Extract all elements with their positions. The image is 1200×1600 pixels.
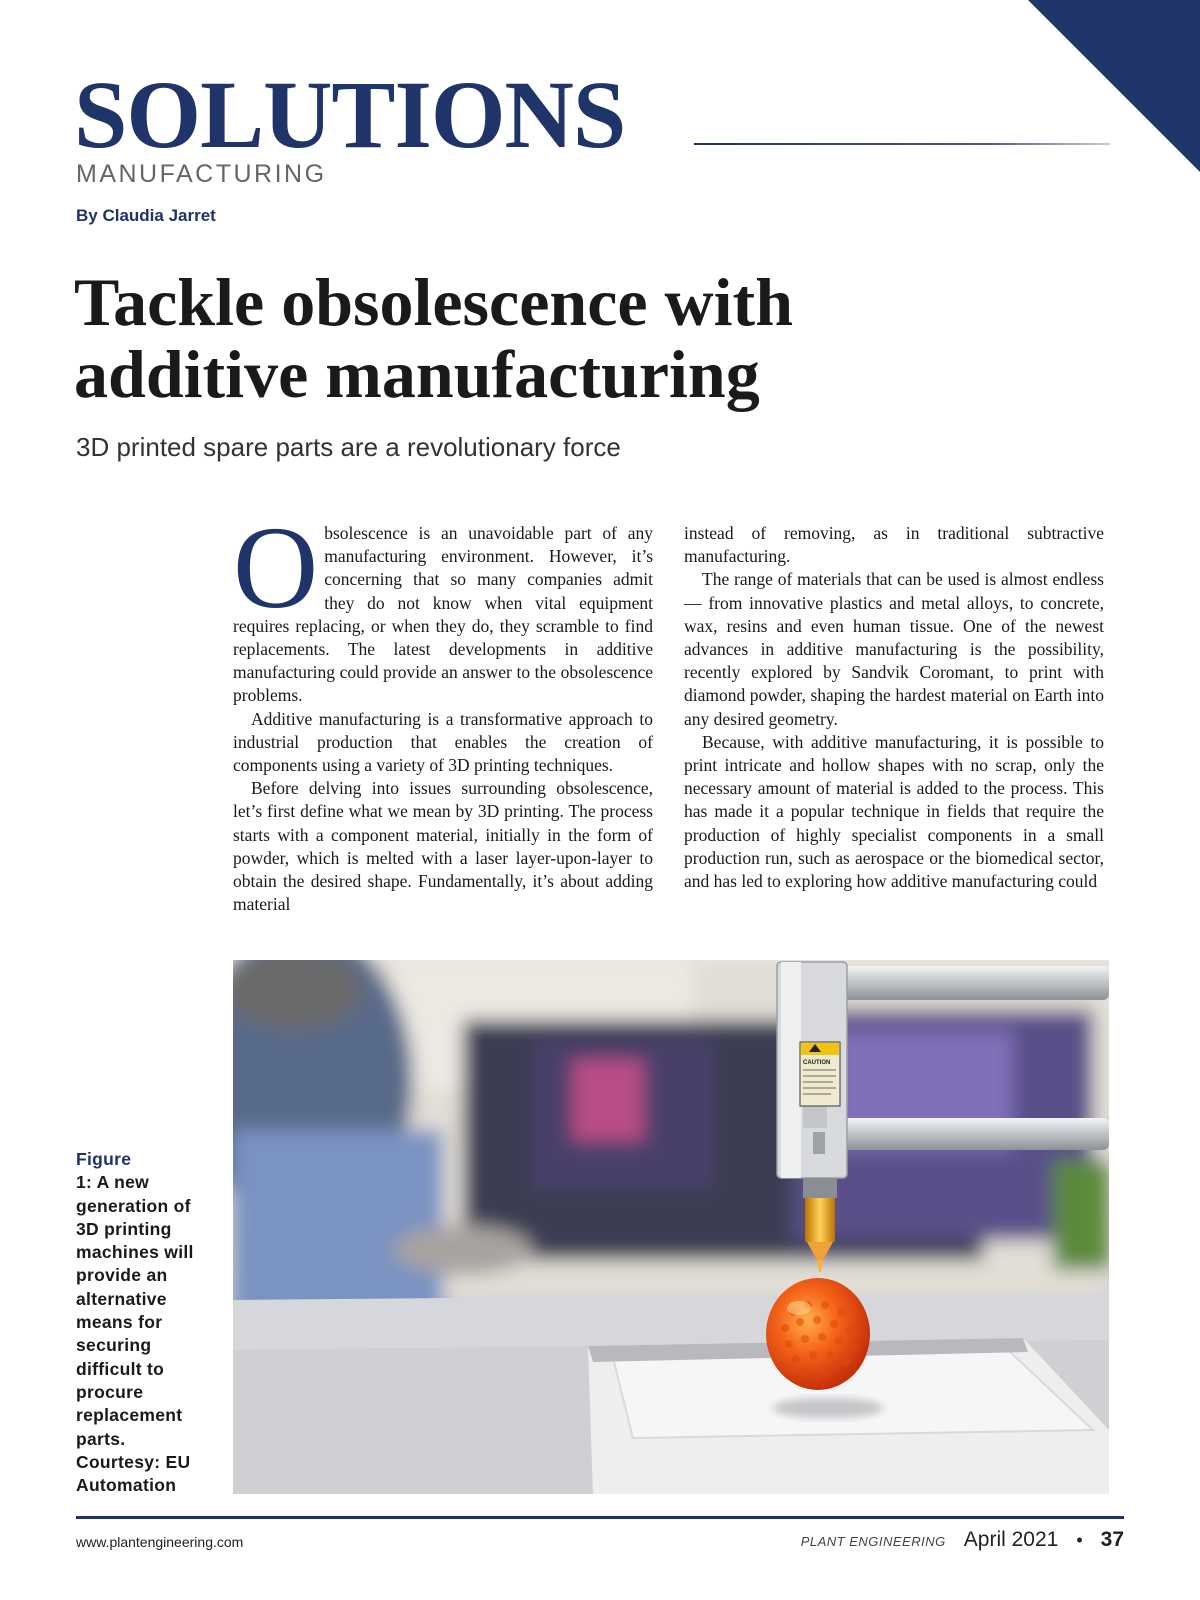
headline-line-1: Tackle obsolescence with <box>74 264 794 340</box>
article-column-left <box>233 502 653 916</box>
figure-illustration <box>233 960 1109 1494</box>
paragraph <box>233 502 653 708</box>
headline-line-2: additive manufacturing <box>74 336 760 412</box>
printed-ball <box>766 1278 870 1390</box>
paragraph: The range of materials that can be used is almost endless — from innovative plastics and metal alloys, to concrete, wax, resins and even human tissue. One of the newest advances in additive manufacturing is the possibility, recently explored by Sandvik Coromant, to print with diamond powder, shaping the hardest material on Earth into any desired geometry. <box>684 569 1104 729</box>
figure-photo <box>233 960 1109 1494</box>
figure-caption-text: 1: A new generation of 3D printing machines will provide an alternative means for securing difficult to procure replacement parts. Courtesy: EU Automation <box>76 1172 194 1496</box>
figure-caption-label: Figure <box>76 1149 132 1169</box>
paragraph: instead of removing, as in traditional subtractive manufacturing. <box>684 523 1104 567</box>
corner-accent-triangle <box>1028 0 1200 172</box>
figure-caption <box>76 1148 206 1497</box>
paragraph-text: bsolescence is an unavoidable part of any manufacturing environment. However, it’s concerning that so many companies admit they do not know when vital equipment requires replacing, or when they do, they scramble to find replacements. The latest developments in additive manufacturing could provide an answer to the obsolescence problems. <box>233 523 653 706</box>
byline: By Claudia Jarret <box>76 206 216 225</box>
footer-bullet-separator: • <box>1076 1530 1083 1550</box>
article-column-right <box>684 522 1104 893</box>
footer-meta <box>801 1528 1124 1552</box>
warning-text: CAUTION <box>803 1060 831 1066</box>
paragraph: Before delving into issues surrounding obsolescence, let’s first define what we mean by 3D printing. The process starts with a component material, initially in the form of powder, which is melted with a laser layer-upon-layer to obtain the desired shape. Fundamentally, it’s about adding material <box>233 778 653 915</box>
footer-rule <box>76 1516 1124 1519</box>
section-title: SOLUTIONS <box>74 61 626 168</box>
warning-sticker <box>800 1042 840 1106</box>
footer-magazine-name: PLANT ENGINEERING <box>800 1534 946 1549</box>
drop-cap: O <box>233 502 319 633</box>
page-number: 37 <box>1100 1528 1124 1551</box>
article-headline <box>74 266 1074 410</box>
footer-url: www.plantengineering.com <box>76 1534 244 1550</box>
footer-issue-date: April 2021 <box>963 1528 1059 1551</box>
section-title-rule <box>694 143 1110 145</box>
ball-shadow <box>773 1398 883 1418</box>
paragraph: Additive manufacturing is a transformative approach to industrial production that enables the creation of components using a variety of 3D printing techniques. <box>233 708 653 776</box>
paragraph: Because, with additive manufacturing, it is possible to print intricate and hollow shapes with no scrap, only the necessary amount of material is added to the process. This has made it a popular technique in fields that require the production of highly specialist components in a small production run, such as aerospace or the biomedical sector, and has led to exploring how additive manufacturing could <box>684 731 1104 892</box>
article-subheadline: 3D printed spare parts are a revolutionary force <box>76 432 621 462</box>
section-subtitle: MANUFACTURING <box>76 160 327 188</box>
